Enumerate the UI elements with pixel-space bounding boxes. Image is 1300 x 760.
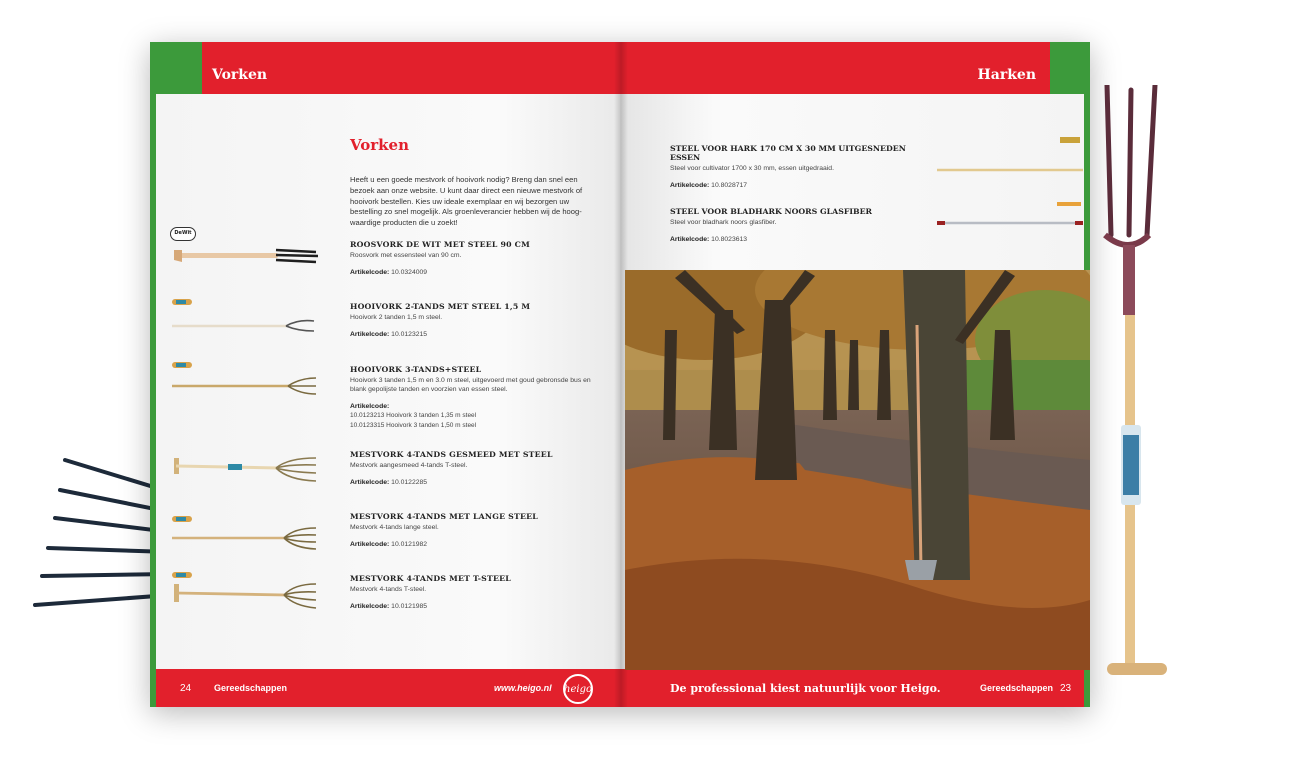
product-desc: Mestvork aangesmeed 4-tands T-steel. <box>350 462 468 469</box>
right-header-title: Harken <box>977 67 1036 83</box>
product-mestvork-t-steel <box>350 574 600 611</box>
product-code <box>350 540 600 549</box>
product-hooivork-2 <box>350 302 600 339</box>
product-desc: Hooivork 2 tanden 1,5 m steel. <box>350 314 443 321</box>
code-line: 10.0123315 Hooivork 3 tanden 1,50 m steel <box>350 422 477 429</box>
product-mestvork-gesmeed <box>350 450 600 487</box>
hooivork-3-tands-image <box>168 360 318 402</box>
header-green-block <box>150 42 202 94</box>
code-label: Artikelcode: <box>350 603 390 610</box>
product-desc: Mestvork 4-tands lange steel. <box>350 524 439 531</box>
product-desc: Hooivork 3 tanden 1,5 m en 3.0 m steel, uitgevoerd met goud gebronsde bus en blank gepolijste tanden en voorzien van essen steel. <box>350 377 591 393</box>
product-title: MESTVORK 4-TANDS MET LANGE STEEL <box>350 512 538 521</box>
left-page <box>150 42 620 707</box>
intro-text: Heeft u een goede mestvork of hooivork nodig? Breng dan snel een bezoek aan onze website. U kunt daar direct een nieuwe mestvork of hooivork bestellen. Kies uw ideale exemplaar en wij bezorgen uw bestelling zo snel mogelijk. Als groenleverancier hebben wij de hoog-waardige producten die u zoekt! <box>350 175 583 228</box>
product-desc: Mestvork 4-tands T-steel. <box>350 586 427 593</box>
code-value: 10.8023613 <box>711 236 748 243</box>
product-code <box>350 268 600 277</box>
product-title: MESTVORK 4-TANDS MET T-STEEL <box>350 574 511 583</box>
mestvork-t-steel-image <box>168 570 318 616</box>
footer-category: Gereedschappen <box>980 683 1054 693</box>
product-roosvork <box>350 240 600 277</box>
left-header-title: Vorken <box>212 67 268 83</box>
product-code <box>350 330 600 339</box>
left-green-strip <box>150 94 156 669</box>
code-label: Artikelcode: <box>350 541 390 548</box>
product-title: STEEL VOOR HARK 170 CM X 30 MM UITGESNEDEN ESSEN <box>670 144 906 162</box>
footer-category: Gereedschappen <box>214 683 288 693</box>
code-label: Artikelcode: <box>670 236 710 243</box>
bladhark-steel-image <box>935 202 1085 232</box>
pitchfork-prop <box>1085 85 1195 695</box>
product-desc: Steel voor bladhark noors glasfiber. <box>670 219 777 226</box>
hark-steel-image <box>935 137 1085 177</box>
code-label: Artikelcode: <box>350 403 390 410</box>
code-value: 10.8028717 <box>711 182 748 189</box>
heigo-logo: heigo <box>563 674 593 704</box>
fork-tines-prop <box>20 450 170 630</box>
product-title: ROOSVORK DE WIT MET STEEL 90 CM <box>350 240 530 249</box>
product-code <box>350 402 600 411</box>
code-label: Artikelcode: <box>350 331 390 338</box>
section-title: Vorken <box>350 136 410 154</box>
header-green-block <box>1050 42 1090 94</box>
code-value: 10.0324009 <box>391 269 428 276</box>
product-title: STEEL VOOR BLADHARK NOORS GLASFIBER <box>670 207 873 216</box>
mestvork-gesmeed-image <box>168 454 318 486</box>
mestvork-lange-steel-image <box>168 514 318 556</box>
hooivork-2-tands-image <box>168 297 318 339</box>
product-steel-hark <box>670 144 930 190</box>
code-label: Artikelcode: <box>350 269 390 276</box>
product-title: MESTVORK 4-TANDS GESMEED MET STEEL <box>350 450 553 459</box>
page-number: 23 <box>1060 683 1072 694</box>
code-line: 10.0123213 Hooivork 3 tanden 1,35 m steel <box>350 412 477 419</box>
code-value: 10.0123215 <box>391 331 428 338</box>
page-number: 24 <box>180 683 192 694</box>
product-steel-bladhark <box>670 207 930 244</box>
product-title: HOOIVORK 3-TANDS+STEEL <box>350 365 482 374</box>
code-value: 10.0121985 <box>391 603 428 610</box>
roosvork-image <box>168 242 318 270</box>
product-code <box>350 478 600 487</box>
product-code <box>670 235 930 244</box>
product-title: HOOIVORK 2-TANDS MET STEEL 1,5 M <box>350 302 531 311</box>
product-hooivork-3 <box>350 365 600 431</box>
footer-website: www.heigo.nl <box>494 683 552 693</box>
product-code <box>350 602 600 611</box>
product-desc: Steel voor cultivator 1700 x 30 mm, essen uitgedraaid. <box>670 165 834 172</box>
product-mestvork-lange-steel <box>350 512 600 549</box>
product-desc: Roosvork met essensteel van 90 cm. <box>350 252 462 259</box>
code-label: Artikelcode: <box>670 182 710 189</box>
dewit-logo: DeWit <box>170 227 196 241</box>
code-value: 10.0121982 <box>391 541 428 548</box>
product-code <box>670 181 930 190</box>
autumn-leaves-photo <box>625 270 1090 670</box>
code-value: 10.0122285 <box>391 479 428 486</box>
footer-slogan: De professional kiest natuurlijk voor Heigo. <box>670 682 941 695</box>
code-label: Artikelcode: <box>350 479 390 486</box>
